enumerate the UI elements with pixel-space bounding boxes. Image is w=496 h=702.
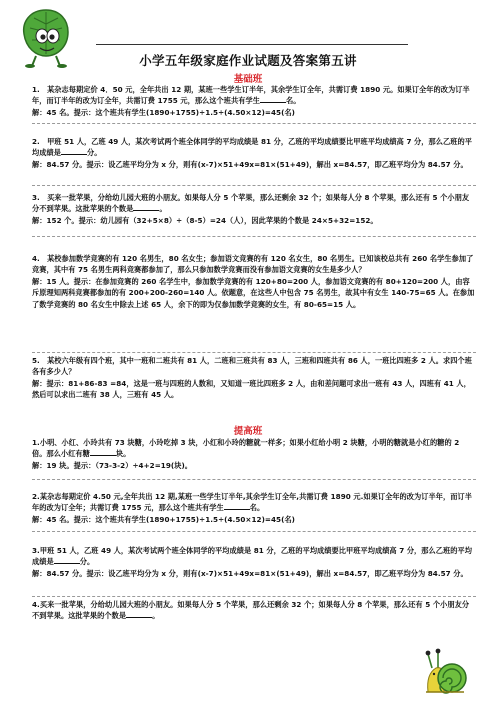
answer-blank [61, 147, 87, 155]
divider [32, 479, 476, 480]
answer-text: 解：15 人。提示：在参加竞赛的 260 名学生中，参加数学竞赛的有 120+80=200 人，参加语文竞赛的有 80+120=200 人，由容斥原理知两科竞赛都参加的有 200+200-260=140 人。依题意，在这些人中包含 75 名男生，故其中有女生 140-75=65 人。在参加了数学竞赛的 80 名女生中除去上述 65 人，余下的即为仅参加数学竞赛的女生，有 80-65=15 人。 [32, 276, 475, 309]
divider [32, 352, 476, 353]
basic-question-3 [32, 192, 476, 226]
question-text: 4. 某校参加数学竞赛的有 120 名男生，80 名女生；参加语文竞赛的有 120 名女生，80 名男生。已知该校总共有 260 名学生参加了竞赛，其中有 75 名男生两科竞赛都参加了，那么只参加数学竞赛而没有参加语文竞赛的女生是多少人？ [32, 254, 474, 275]
basic-question-2 [32, 136, 476, 170]
answer-blank [224, 502, 250, 510]
basic-question-1 [32, 84, 476, 118]
answer-text: 解：提示：81+86-83 =84，这是一班与四班的人数和，又知道一班比四班多 2 人，由和差问题可求出一班有 43 人，四班有 41 人，然后可以求出二班有 38 人，三班有 45 人。 [32, 378, 471, 400]
answer-blank [133, 203, 159, 211]
question-text: 1.小明、小红、小玲共有 73 块糖，小玲吃掉 3 块，小红和小玲的糖就一样多；如果小红给小明 2 块糖，小明的糖就是小红的糖的 2 倍。那么小红有糖 块。 [32, 438, 460, 459]
page-title: 小学五年级家庭作业试题及答案第五讲 [139, 53, 357, 68]
question-text: 5. 某校六年级有四个班，其中一班和二班共有 81 人，二班和三班共有 83 人，三班和四班共有 86 人，一班比四班多 2 人。求四个班各有多少人？ [32, 356, 472, 377]
question-text: 4.买来一批苹果，分给幼儿园大班的小朋友。如果每人分 5 个苹果，那么还剩余 32 个；如果每人分 8 个苹果，那么还有 5 个小朋友分不到苹果。这批苹果的个数是 。 [32, 600, 470, 621]
advanced-question-4 [32, 599, 476, 622]
answer-text: 解：45 名。提示：这个班共有学生(1890+1755)÷1.5÷(4.50×12)=45(名) [32, 514, 296, 524]
answer-text: 解：84.57 分。提示：设乙班平均分为 x 分，则有(x-7)×51+49x=81×(51+49)，解出 x=84.57，即乙班平均分为 84.57 分。 [32, 159, 468, 169]
answer-blank [126, 610, 152, 618]
section-heading-basic: 基础班 [233, 74, 263, 85]
divider [32, 596, 476, 597]
advanced-question-2 [32, 491, 476, 525]
question-text: 2.某杂志每期定价 4.50 元,全年共出 12 期,某班一些学生订半年,其余学生订全年,共需订费 1890 元.如果订全年的改为订半年，而订半年的改为订全年；共需订费 1755 元，那么这个班共有学生 名。 [32, 492, 472, 513]
question-text: 1. 某杂志每期定价 4．50 元，全年共出 12 期，某班一些学生订半年，其余学生订全年，共需订费 1890 元。如果订全年的改为订半年，而订半年的改为订全年，共需订费 1755 元，那么这个班共有学生 名。 [32, 85, 470, 106]
divider [32, 185, 476, 186]
question-text: 3. 买来一批苹果，分给幼儿园大班的小朋友。如果每人分 5 个苹果，那么还剩余 32 个；如果每人分 8 个苹果，那么还有 5 个小朋友分不到苹果。这批苹果的个数是 。 [32, 193, 470, 214]
question-text: 3.甲班 51 人，乙班 49 人，某次考试两个班全体同学的平均成绩是 81 分，乙班的平均成绩要比甲班平均成绩高 7 分，那么乙班的平均成绩是 分。 [32, 546, 472, 567]
divider [32, 236, 476, 237]
header-rule [96, 44, 408, 45]
basic-question-5 [32, 355, 476, 401]
answer-text: 解：152 个。提示：幼儿园有（32+5×8）÷（8-5）=24（人），因此苹果的个数是 24×5+32=152。 [32, 215, 378, 225]
divider [32, 123, 476, 124]
answer-blank [260, 95, 286, 103]
answer-blank [54, 556, 80, 564]
answer-text: 解：19 块。提示：（73-3-2）÷4+2=19(块)。 [32, 460, 193, 470]
basic-question-4 [32, 253, 476, 310]
section-heading-advanced: 提高班 [233, 426, 263, 437]
advanced-question-3 [32, 545, 476, 579]
advanced-question-1 [32, 437, 476, 471]
answer-blank [90, 448, 116, 456]
divider [32, 531, 476, 532]
snail-icon [422, 644, 468, 696]
answer-text: 解：45 名。提示：这个班共有学生(1890+1755)÷1.5÷(4.50×12)=45(名) [32, 107, 296, 117]
question-text: 2. 甲班 51 人，乙班 49 人，某次考试两个班全体同学的平均成绩是 81 分，乙班的平均成绩要比甲班平均成绩高 7 分，那么乙班的平均成绩是 分。 [32, 137, 472, 158]
answer-text: 解：84.57 分。提示：设乙班平均分为 x 分，则有(x-7)×51+49x=81×(51+49)，解出 x=84.57，即乙班平均分为 84.57 分。 [32, 568, 468, 578]
